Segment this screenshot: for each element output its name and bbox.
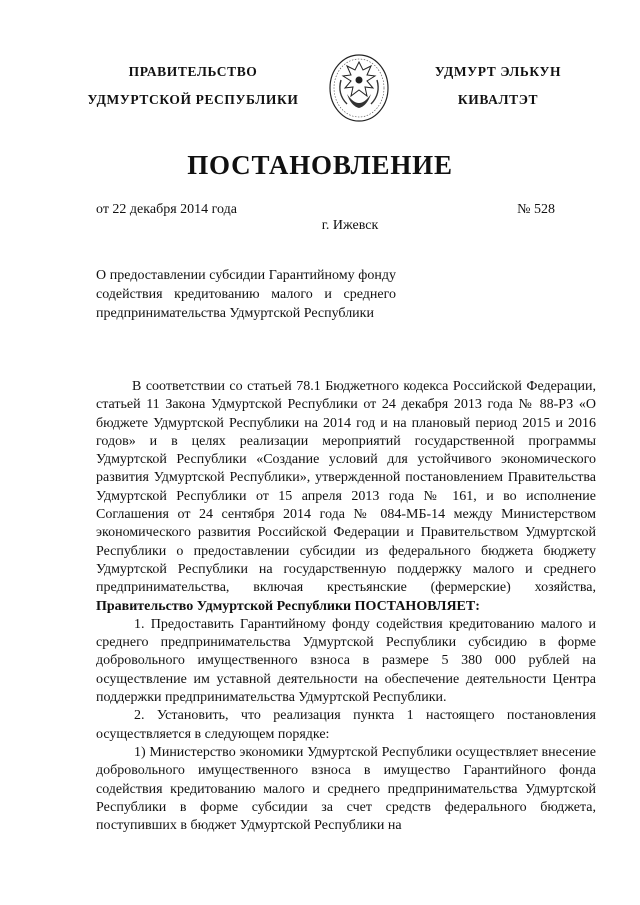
- item-1-paragraph: 1. Предоставить Гарантийному фонду содействия кредитованию малого и среднего предпринимательства Удмуртской Республики субсидию в форме добровольного имущественного взноса в размере 5 380 000 рублей на осуществление им уставной деятельности на обеспечение деятельности Центра поддержки предпринимательства Удмуртской Республики.: [96, 616, 596, 706]
- document-number: № 528: [517, 202, 555, 217]
- issuer-line-2: УДМУРТСКОЙ РЕСПУБЛИКИ: [87, 92, 299, 107]
- issuer-udmurt-line-1: УДМУРТ ЭЛЬКУН: [434, 64, 562, 79]
- resolves-text: Правительство Удмуртской Республики ПОСТАНОВЛЯЕТ: [96, 598, 476, 614]
- issuer-line-1: ПРАВИТЕЛЬСТВО: [128, 64, 258, 79]
- issuer-udmurt-line-2: КИВАЛТЭТ: [457, 92, 539, 107]
- document-body: [96, 378, 596, 835]
- issuer-header-russian: [78, 58, 308, 114]
- issuer-header-udmurt: [418, 58, 578, 114]
- resolves-colon: :: [475, 598, 480, 614]
- item-2-paragraph: 2. Установить, что реализация пункта 1 настоящего постановления осуществляется в следующем порядке:: [96, 708, 596, 742]
- document-date: от 22 декабря 2014 года: [96, 202, 237, 217]
- document-city: г. Ижевск: [321, 218, 379, 233]
- preamble-paragraph: [96, 378, 596, 616]
- document-title: ПОСТАНОВЛЕНИЕ: [187, 150, 453, 180]
- coat-of-arms-icon: [327, 50, 391, 124]
- preamble-text: В соответствии со статьей 78.1 Бюджетного кодекса Российской Федерации, статьей 11 Закона Удмуртской Республики от 24 декабря 2013 года № 88-РЗ «О бюджете Удмуртской Республики на 2014 год и на плановый период 2015 и 2016 годов» и в целях реализации мероприятий государственной программы Удмуртской Республики «Создание условий для устойчивого экономического развития Удмуртской Республики», утвержденной постановлением Правительства Удмуртской Республики от 15 апреля 2013 года № 161, и во исполнение Соглашения от 24 сентября 2014 года № 084-МБ-14 между Министерством экономического развития Российской Федерации и Правительством Удмуртской Республики о предоставлении субсидии из федерального бюджета бюджету Удмуртской Республики на государственную поддержку малого и среднего предпринимательства, включая крестьянские (фермерские) хозяйства,: [96, 379, 596, 596]
- item-2-1-paragraph: 1) Министерство экономики Удмуртской Республики осуществляет внесение добровольного имущественного взноса в имущество Гарантийного фонда содействия кредитованию малого и среднего предпринимательства Удмуртской Республики в форме субсидии за счет средств федерального бюджета, поступивших в бюджет Удмуртской Республики на: [96, 744, 596, 834]
- document-subject: О предоставлении субсидии Гарантийному фонду содействия кредитованию малого и среднего предпринимательства Удмуртской Республики: [96, 268, 396, 321]
